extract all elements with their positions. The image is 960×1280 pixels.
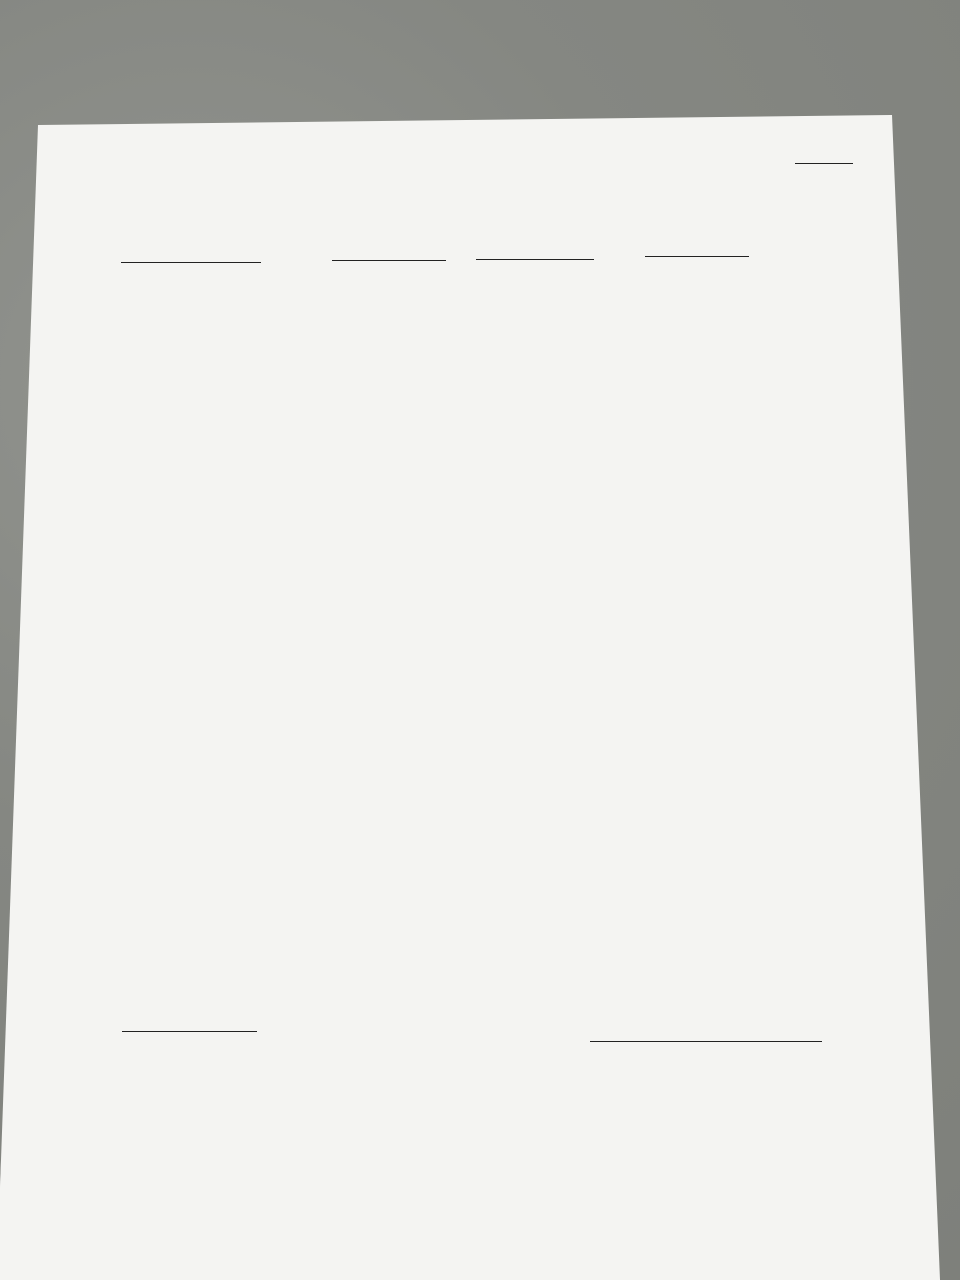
school-logo	[88, 140, 180, 212]
